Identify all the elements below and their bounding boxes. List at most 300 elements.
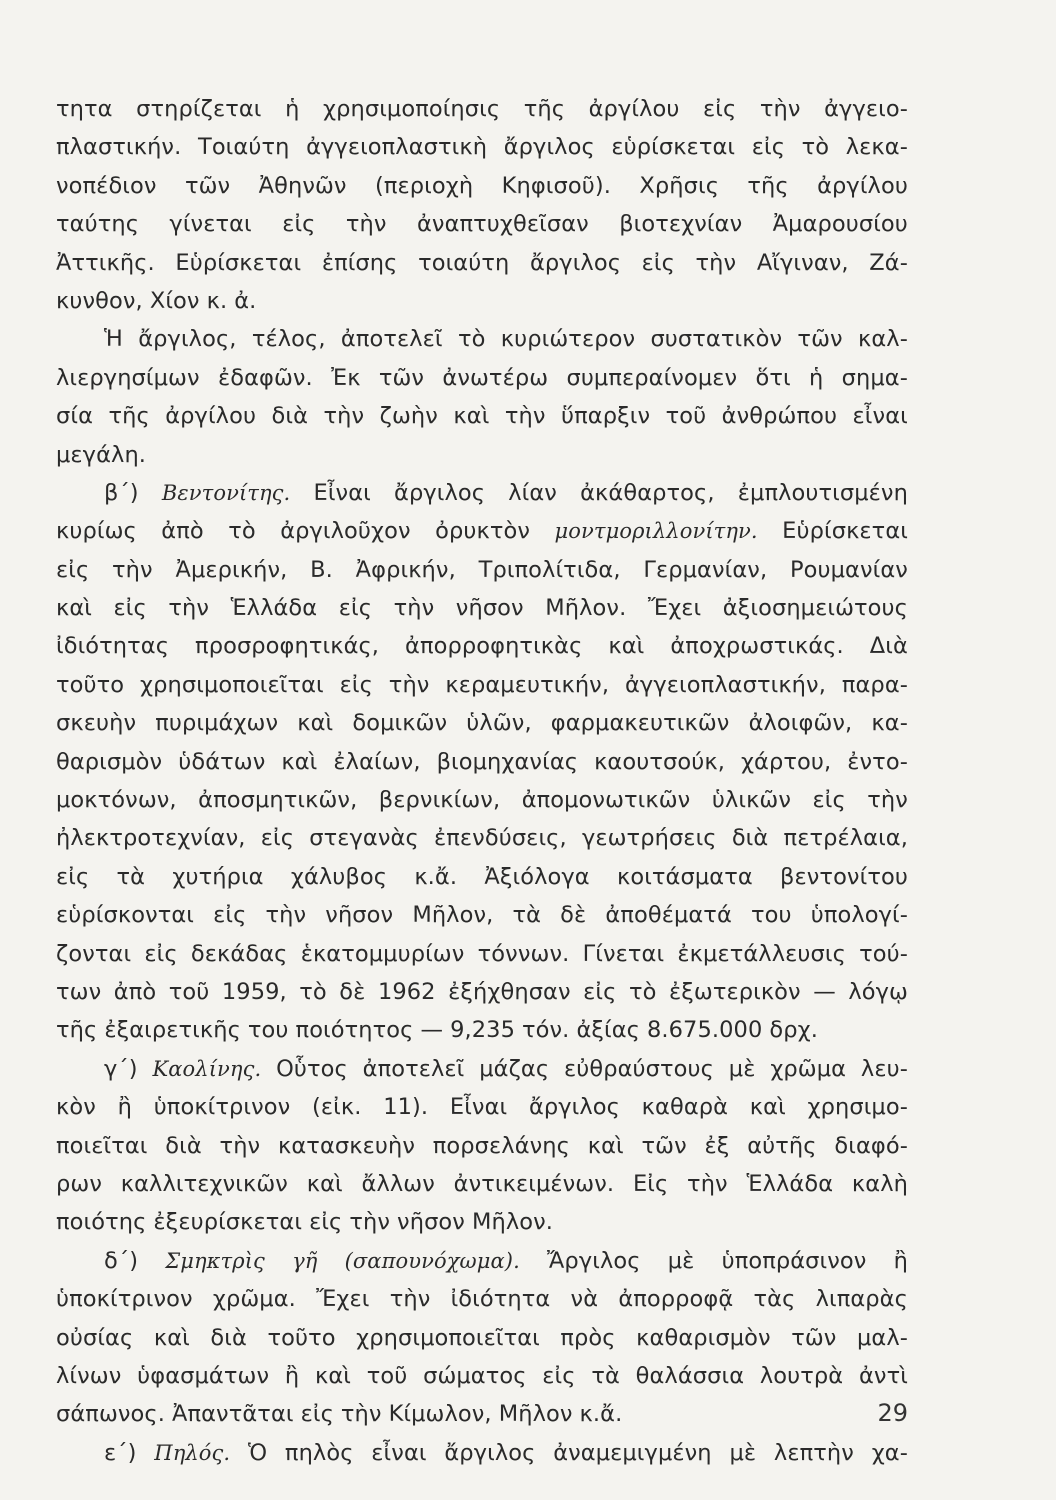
word: ὅτι <box>755 364 791 391</box>
word: διὰ <box>165 1132 202 1159</box>
word: Τριπολίτιδα, <box>478 556 621 583</box>
word: εἰς <box>300 1401 334 1428</box>
word: Μῆλον, <box>412 902 494 929</box>
word: χρῶμα. <box>212 1286 296 1313</box>
word: σκευὴν <box>56 710 137 737</box>
word: εἰς <box>56 556 90 583</box>
word: κυρίως <box>56 518 137 545</box>
word: ὑποπράσινον <box>721 1247 867 1274</box>
text-line <box>56 359 908 397</box>
word: τόννων. <box>477 940 570 967</box>
word: τοῦτο <box>56 671 125 698</box>
word: λόγῳ <box>848 978 908 1005</box>
word: τῆς <box>108 403 150 430</box>
word: τῶν <box>184 172 231 199</box>
word: σία <box>56 403 94 430</box>
word: ἀγγειοπλαστικήν, <box>625 671 826 698</box>
word: κεραμευτικήν, <box>445 671 610 698</box>
word: Πηλός. <box>154 1440 231 1465</box>
word: διὰ <box>271 403 309 430</box>
word: εἰς <box>113 595 147 622</box>
word: ἰδιότητα <box>450 1286 551 1313</box>
word: τὴν <box>323 403 365 430</box>
word: τὴν <box>349 1209 391 1236</box>
word: κὸν <box>56 1094 96 1121</box>
word: καὶ <box>281 748 318 775</box>
word: μὲ <box>728 1055 756 1082</box>
text-line <box>56 436 908 474</box>
word: κ. <box>206 287 228 314</box>
word: θαρισμὸν <box>56 748 163 775</box>
word: ἐντο- <box>847 748 908 775</box>
word: τῶν <box>797 326 843 353</box>
word: ἐλαίων, <box>333 748 421 775</box>
word: 11). <box>383 1094 429 1121</box>
word: εἶναι <box>371 1439 427 1466</box>
word: (σαπουνόχωμα). <box>344 1248 520 1273</box>
text-line <box>56 397 908 435</box>
word: ἐμπλουτισμένη <box>737 479 908 506</box>
word: (εἰκ. <box>312 1094 362 1121</box>
word: εἰς <box>703 96 737 122</box>
word: Ἡ <box>104 326 123 353</box>
word: Ἀμερικήν, <box>175 556 288 583</box>
word: Ἔχει <box>647 595 702 622</box>
word: δρχ. <box>769 1017 818 1044</box>
word: λίαν <box>508 479 557 506</box>
word: χρησιμοποίησις <box>323 96 501 122</box>
word: δὲ <box>339 978 366 1005</box>
word: εἰς <box>144 940 178 967</box>
word: ἀποτελεῖ <box>362 1055 465 1082</box>
word: τὴν <box>393 595 435 622</box>
word: καλ- <box>858 326 908 353</box>
word: ἐξευρίσκεται <box>153 1209 303 1236</box>
word: Χίον <box>149 287 200 314</box>
word: πηλὸς <box>284 1439 354 1466</box>
text-line <box>56 704 908 742</box>
text-line <box>56 1242 908 1280</box>
word: Μῆλον. <box>545 595 627 622</box>
word: εἰς <box>641 249 675 276</box>
word: κυριώτερον <box>500 326 636 353</box>
word: σημα- <box>841 364 908 391</box>
word: Γερμανίαν, <box>643 556 768 583</box>
word: τὰς <box>753 1286 796 1313</box>
word: εἰς <box>751 134 786 161</box>
word: τὴν <box>112 556 153 583</box>
word: καὶ <box>56 595 93 622</box>
word: ἄλλων <box>361 1170 435 1197</box>
word: ἀνωτέρω <box>442 364 549 391</box>
word: καλλιτεχνικῶν <box>120 1170 288 1197</box>
word: μεγάλη. <box>56 441 147 468</box>
word: ἰδιότητας <box>56 633 170 660</box>
text-line <box>56 90 908 128</box>
text-line <box>56 858 908 896</box>
word: τῆς <box>747 172 789 199</box>
word: ἀλοιφῶν, <box>748 710 853 737</box>
word: τὴν <box>695 249 737 276</box>
word: κ.ἄ. <box>579 1401 623 1428</box>
word: καὶ <box>297 710 334 737</box>
word: των <box>56 978 102 1005</box>
word: Ἀθηνῶν <box>258 172 347 199</box>
word: εἰς <box>309 1209 343 1236</box>
word: βεντονίτου <box>780 863 908 890</box>
word: Αἴγιναν, <box>756 249 849 276</box>
word: λευ- <box>860 1055 908 1082</box>
word: Εἰς <box>632 1170 669 1197</box>
word: εἰς <box>282 211 316 238</box>
word: Διὰ <box>869 633 908 660</box>
word: εἰς <box>812 787 846 814</box>
word: ἐπίσης <box>321 249 398 276</box>
word: Ἀξιόλογα <box>484 863 590 890</box>
word: (περιοχὴ <box>375 172 474 199</box>
text-line <box>56 282 908 320</box>
word: ἢ <box>117 1094 132 1121</box>
word: ἄργιλος, <box>138 326 237 353</box>
word: τὴν <box>388 671 430 698</box>
word: ἀντὶ <box>858 1362 908 1389</box>
word: κυνθον, <box>56 287 143 314</box>
word: β΄) <box>104 479 139 506</box>
word: ἀπορροφᾷ <box>618 1286 734 1313</box>
text-line <box>56 973 908 1011</box>
word: καὶ <box>453 403 490 430</box>
word: χρησιμο- <box>807 1094 908 1121</box>
word: τῆς <box>523 96 566 122</box>
word: ἐκμετάλλευσις <box>677 940 846 967</box>
word: εἰς <box>213 902 247 929</box>
word: ἑκατομμυρίων <box>300 940 465 967</box>
word: τὸ <box>457 326 486 353</box>
word: βιοτεχνίαν <box>619 211 743 238</box>
word: χρησιμοποιεῖται <box>356 1324 540 1351</box>
word: Ἐκ <box>331 364 361 391</box>
word: διαφό- <box>834 1132 908 1159</box>
word: ἄργιλος <box>528 1094 620 1121</box>
word: τοῦ <box>665 403 707 430</box>
word: ἀποχρωστικάς. <box>670 633 844 660</box>
word: ὑλικῶν <box>711 787 792 814</box>
word: τῶν <box>378 364 425 391</box>
word: ἐξωτερικὸν <box>668 978 801 1005</box>
text-line <box>56 666 908 704</box>
word: ἀξιοσημειώτους <box>722 595 908 622</box>
word: πυριμάχων <box>155 710 279 737</box>
word: Εἶναι <box>313 479 371 506</box>
word: Ζά- <box>869 249 908 276</box>
word: οὐσίας <box>56 1324 134 1351</box>
word: μοκτόνων, <box>56 787 177 814</box>
word: ὑπολογί- <box>810 902 908 929</box>
word: 1962 <box>377 978 436 1005</box>
word: ὕπαρξιν <box>561 403 651 430</box>
word: καὶ <box>314 1362 351 1389</box>
word: ποιότητος <box>295 1017 414 1044</box>
word: ζονται <box>56 940 132 967</box>
text-line <box>56 474 908 512</box>
word: κατασκευὴν <box>278 1132 415 1159</box>
word: ὀρυκτὸν <box>435 518 531 545</box>
text-line <box>56 1011 908 1049</box>
word: Ὁ <box>247 1439 268 1466</box>
word: ἢ <box>284 1362 300 1389</box>
text-line <box>56 244 908 282</box>
word: ἀποθέματά <box>605 902 732 929</box>
word: γίνεται <box>169 211 252 238</box>
text-line <box>56 512 908 550</box>
word: ταύτης <box>56 211 140 238</box>
word: δομικῶν <box>352 710 448 737</box>
word: γῆ <box>292 1248 318 1273</box>
word: τὴν <box>340 1401 382 1428</box>
text-line <box>56 627 908 665</box>
word: τὸ <box>801 134 830 161</box>
word: εἰς <box>583 978 617 1005</box>
word: χρησιμοποιεῖται <box>140 671 324 698</box>
word: τῆς <box>56 1017 98 1044</box>
word: διὰ <box>210 1324 247 1351</box>
word: Ἀπαντᾶται <box>171 1401 294 1428</box>
word: 9,235 <box>450 1017 515 1044</box>
word: μαλ- <box>857 1324 908 1351</box>
word: ἀκάθαρτος, <box>580 479 715 506</box>
word: λιεργησίμων <box>56 364 200 391</box>
word: του <box>247 1017 289 1044</box>
word: χάρτου, <box>740 748 832 775</box>
text-line <box>56 1127 908 1165</box>
word: τοῦ <box>168 978 210 1005</box>
word: τὴν <box>389 1286 431 1313</box>
word: εὐθραύστους <box>563 1055 714 1082</box>
word: ἀπὸ <box>113 978 157 1005</box>
word: χυτήρια <box>172 863 264 890</box>
text-line <box>56 1165 908 1203</box>
word: Ἀττικῆς. <box>56 249 155 276</box>
word: Κηφισοῦ). <box>501 172 611 199</box>
word: εἰς <box>338 595 373 622</box>
word: νῆσον <box>397 1209 465 1236</box>
word: δεκάδας <box>190 940 288 967</box>
word: συμπεραίνομεν <box>566 364 738 391</box>
word: ἀργιλοῦχον <box>280 518 411 545</box>
word: νῆσον <box>455 595 524 622</box>
page-number: 29 <box>877 1399 908 1427</box>
word: κ.ἄ. <box>414 863 458 890</box>
word: Οὗτος <box>276 1055 348 1082</box>
word: τὴν <box>219 1132 261 1159</box>
word: ἀργίλου <box>588 96 680 122</box>
word: ἢ <box>893 1247 908 1274</box>
word: ἀπὸ <box>161 518 204 545</box>
word: Βεντονίτης. <box>161 480 291 505</box>
word: Σμηκτρὶς <box>165 1248 265 1273</box>
word: τὴν <box>759 96 801 122</box>
text-line <box>56 1280 908 1318</box>
word: τοῦτο <box>267 1324 336 1351</box>
word: νῆσον <box>325 902 394 929</box>
word: τέλος, <box>251 326 326 353</box>
word: ἐξήχθησαν <box>448 978 571 1005</box>
word: Ἀμαρουσίου <box>772 211 908 238</box>
word: τοῦ <box>366 1362 408 1389</box>
word: δ΄) <box>104 1247 139 1274</box>
word: στηρίζεται <box>136 96 262 122</box>
text-line <box>56 1357 908 1395</box>
word: Β. <box>310 556 333 583</box>
word: εἰς <box>56 863 90 890</box>
text-line <box>56 743 908 781</box>
word: ἀναμεμιγμένη <box>553 1439 712 1466</box>
word: εἰς <box>339 671 373 698</box>
text-line <box>56 1088 908 1126</box>
word: γ΄) <box>104 1055 138 1082</box>
word: Μῆλον. <box>471 1209 554 1236</box>
word: ἄργιλος <box>503 134 595 161</box>
word: εὑρίσκονται <box>56 902 195 929</box>
word: ρων <box>56 1170 102 1197</box>
text-line <box>56 320 908 358</box>
word: γεωτρήσεις <box>581 825 717 852</box>
text-line <box>56 1319 908 1357</box>
word: τὴν <box>504 403 546 430</box>
word: φαρμακευτικῶν <box>550 710 730 737</box>
word: τὸ <box>299 978 327 1005</box>
word: πορσελάνης <box>432 1132 570 1159</box>
word: ἐξ <box>704 1132 730 1159</box>
word: ἄργιλος <box>394 479 486 506</box>
word: Εἶναι <box>449 1094 508 1121</box>
word: ἐδαφῶν. <box>217 364 313 391</box>
text-line <box>56 128 908 166</box>
word: προσροφητικάς, <box>195 633 380 660</box>
word: ποιεῖται <box>56 1132 148 1159</box>
word: του <box>750 902 792 929</box>
text-line <box>56 167 908 205</box>
word: ἀργίλου <box>817 172 908 199</box>
word: ἀποτελεῖ <box>340 326 443 353</box>
word: καθαρὰ <box>641 1094 729 1121</box>
word: ἀποσμητικῶν, <box>198 787 358 814</box>
word: μάζας <box>479 1055 550 1082</box>
word: στεγανὰς <box>309 825 419 852</box>
word: τὴν <box>867 787 908 814</box>
word: θαλάσσια <box>635 1362 745 1389</box>
word: μὲ <box>667 1247 695 1274</box>
word: Μῆλον <box>498 1401 573 1428</box>
word: καὶ <box>153 1324 190 1351</box>
text-line <box>56 819 908 857</box>
word: τὰ <box>116 863 146 890</box>
word: εἶναι <box>852 403 908 430</box>
word: τοιαύτη <box>418 249 510 276</box>
word: λίνων <box>56 1362 122 1389</box>
word: λιπαρὰς <box>815 1286 908 1313</box>
word: εὑρίσκεται <box>611 134 736 161</box>
word: τὴν <box>265 902 307 929</box>
word: ἀργίλου <box>165 403 257 430</box>
word: λεπτὴν <box>773 1439 854 1466</box>
text-line <box>56 589 908 627</box>
word: χρῶμα <box>770 1055 847 1082</box>
word: ἀξίας <box>576 1017 640 1044</box>
word: ἀγγειο- <box>824 96 908 122</box>
word: εἰς <box>542 1362 576 1389</box>
word: Εὑρίσκεται <box>175 249 302 276</box>
text-line <box>56 1050 908 1088</box>
word: καλὴ <box>851 1170 908 1197</box>
word: τὰ <box>591 1362 620 1389</box>
word: Χρῆσις <box>639 172 719 199</box>
word: καουτσούκ, <box>594 748 725 775</box>
word: τόν. <box>522 1017 570 1044</box>
word: ἀπομονωτικῶν <box>521 787 691 814</box>
word: Καολίνης. <box>152 1056 262 1081</box>
word: καθαρισμὸν <box>636 1324 771 1351</box>
word: ἀνθρώπου <box>721 403 838 430</box>
word: νὰ <box>570 1286 599 1313</box>
word: ἐπενδύσεις, <box>434 825 567 852</box>
word: ἀγγειοπλαστικὴ <box>306 134 488 161</box>
word: Κίμωλον, <box>388 1401 492 1428</box>
word: σώματος <box>423 1362 527 1389</box>
word: τῶν <box>641 1132 687 1159</box>
word: καὶ <box>587 1132 624 1159</box>
word: εἰς <box>260 825 295 852</box>
text-line <box>56 896 908 934</box>
word: πλαστικήν. <box>56 134 182 161</box>
word: σάπωνος. <box>56 1401 165 1428</box>
word: ἀναπτυχθεῖσαν <box>416 211 589 238</box>
word: νοπέδιον <box>56 172 157 199</box>
word: ἄργιλος <box>444 1439 536 1466</box>
word: λεκα- <box>845 134 908 161</box>
word: ἠλεκτροτεχνίαν, <box>56 825 246 852</box>
word: ἀ. <box>234 287 257 314</box>
word: τὴν <box>345 211 387 238</box>
text-line <box>56 781 908 819</box>
word: Ἀφρικήν, <box>355 556 456 583</box>
text-line <box>56 551 908 589</box>
word: Ἑλλάδα <box>230 595 318 622</box>
word: τὸ <box>628 978 657 1005</box>
word: Ρουμανίαν <box>789 556 908 583</box>
word: διὰ <box>731 825 769 852</box>
word: ὑλῶν, <box>466 710 532 737</box>
word: αὐτῆς <box>747 1132 817 1159</box>
word: Γίνεται <box>582 940 665 967</box>
word: βιομηχανίας <box>436 748 579 775</box>
word: ε΄) <box>104 1439 137 1466</box>
word: ἀντικειμένων. <box>453 1170 615 1197</box>
word: Ἑλλάδα <box>746 1170 834 1197</box>
text-line <box>56 1434 908 1472</box>
word: ἡ <box>285 96 300 122</box>
word: κοιτάσματα <box>616 863 753 890</box>
text-line <box>56 205 908 243</box>
text-line <box>56 1203 908 1241</box>
word: λουτρὰ <box>759 1362 844 1389</box>
word: μὲ <box>729 1439 757 1466</box>
word: ὑφασμάτων <box>137 1362 270 1389</box>
word: παρα- <box>841 671 908 698</box>
text-line <box>56 935 908 973</box>
word: τὰ <box>512 902 542 929</box>
word: ποιότης <box>56 1209 147 1236</box>
